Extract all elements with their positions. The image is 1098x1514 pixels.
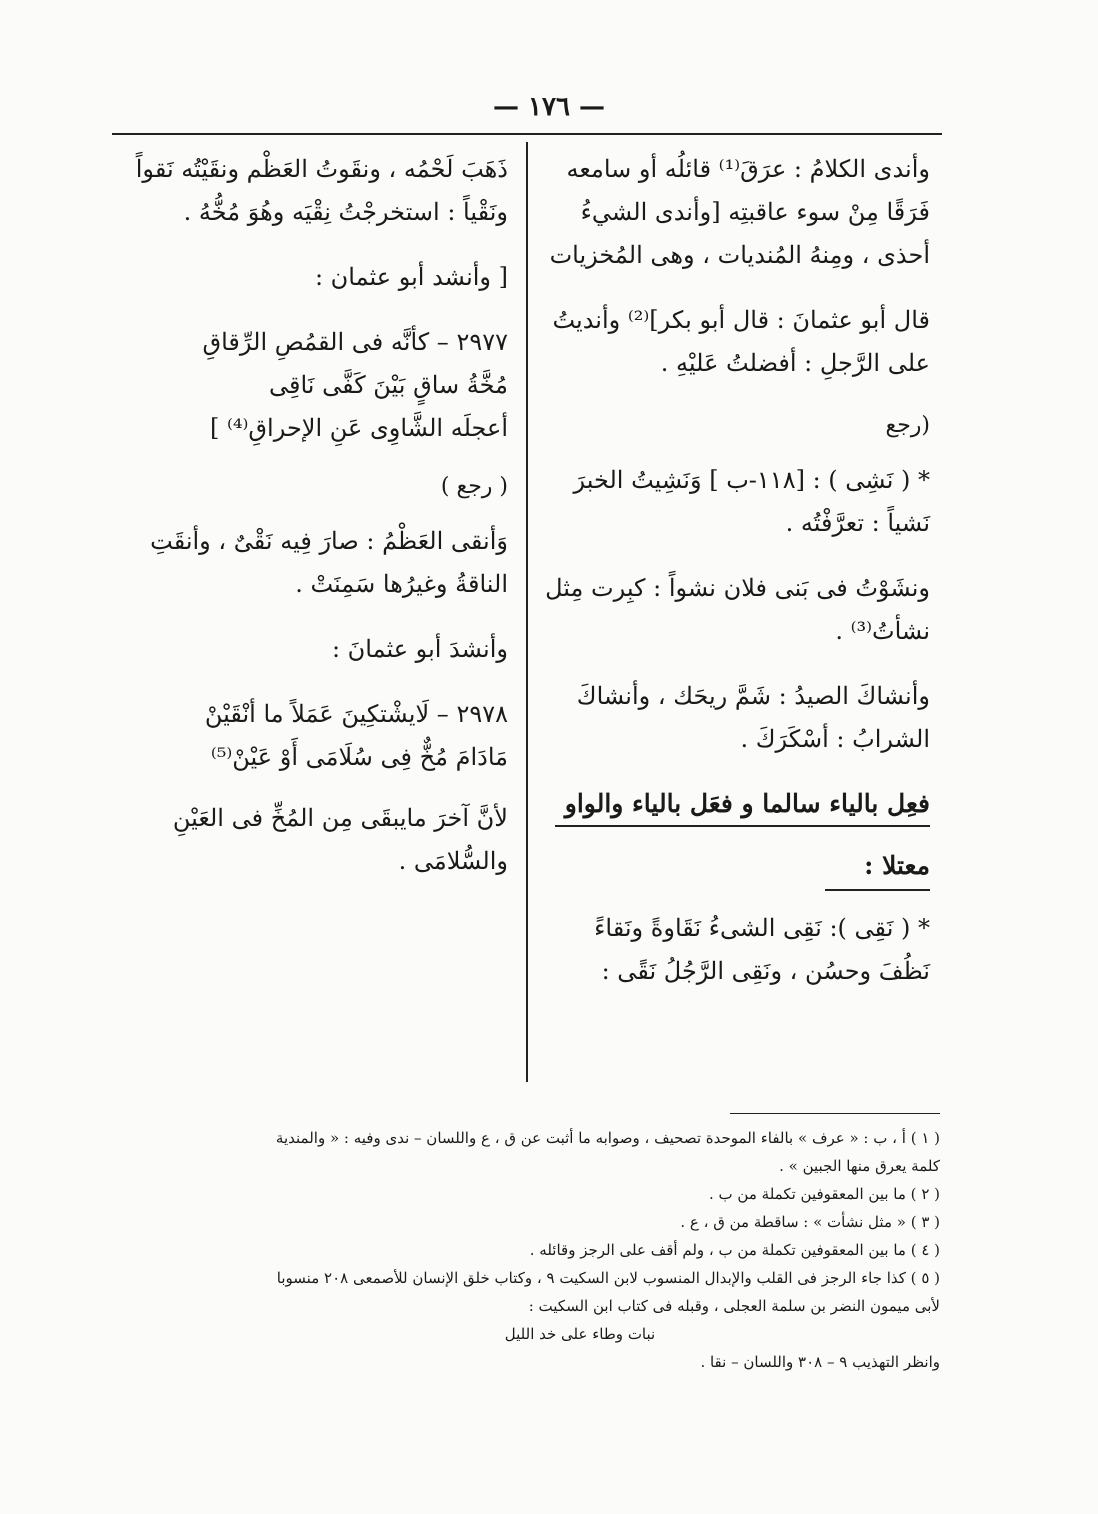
- paragraph: قال أبو عثمانَ : قال أبو بكر]⁽²⁾ وأنديتُ على الرَّجلِ : أفضلتُ عَليْهِ .: [552, 306, 930, 377]
- verse-2977: [118, 321, 508, 450]
- paragraph: ذَهَبَ لَحْمُه ، ونقَوتُ العَظْم ونقَيْتُه نَقواً ونَقْياً : استخرجْتُ نِقْيَه وهُوَ مُخُّهُ .: [135, 155, 508, 226]
- return-marker: ( رجع ): [440, 474, 508, 499]
- verse-line: أعجلَه الشَّاوِى عَنِ الإحراقِ⁽⁴⁾ ]: [210, 414, 508, 442]
- verse-2978: [118, 693, 508, 779]
- paragraph: لأنَّ آخرَ مايبقَى مِن المُخِّ فى العَيْنِ والسُّلامَى .: [172, 804, 508, 875]
- paragraph: * ( نَقِى ): نَقِى الشىءُ نَقَاوةً ونَقاءً نَظُفَ وحسُن ، ونَقِى الرَّجُلُ نَقًى :: [594, 914, 930, 985]
- verse-line: مَادَامَ مُخٌّ فِى سُلَامَى أَوْ عَيْنْ⁽⁵⁾: [210, 743, 508, 771]
- right-column: [545, 148, 930, 1015]
- footnote-line: لأبى ميمون النضر بن سلمة العجلى ، وقبله فى كتاب ابن السكيت :: [528, 1297, 940, 1315]
- verse-line: مُخَّةُ ساقٍ بَيْنَ كَفَّى نَاقِى: [268, 371, 508, 399]
- verse-line: ٢٩٧٧ – كأنَّه فى القمُصِ الرِّقاقِ: [202, 328, 508, 356]
- section-heading: فعِل بالياء سالما و فعَل بالياء والواو: [564, 789, 930, 818]
- column-divider: [526, 142, 528, 1082]
- paragraph: ونشَوْتُ فى بَنى فلان نشواً : كبِرت مِثل نشأتُ⁽³⁾ .: [545, 574, 930, 645]
- footnotes: [100, 1124, 940, 1376]
- footnote-verse: نبات وطاء على خد الليل: [504, 1325, 656, 1343]
- footnote-rule: [730, 1113, 940, 1114]
- paragraph: [ وأنشد أبو عثمان :: [314, 263, 508, 291]
- header-rule: [112, 133, 942, 135]
- paragraph: * ( نَشِى ) : [١١٨-ب ] وَنَشِيتُ الخبرَ نَشياً : تعرَّفْتُه .: [573, 466, 930, 537]
- heading-underline: [825, 889, 930, 891]
- footnote-line: ( ٢ ) ما بين المعقوفين تكملة من ب .: [709, 1185, 940, 1203]
- footnote-line: وانظر التهذيب ٩ – ٣٠٨ واللسان – نقا .: [700, 1353, 940, 1371]
- paragraph: وأندى الكلامُ : عرَقَ⁽¹⁾ قائلُه أو سامعه فَرَقًا مِنْ سوء عاقبتِه [وأندى الشيءُ أحذى ، ومِنهُ المُنديات ، وهى المُخزيات: [549, 155, 930, 269]
- footnote-line: ( ٥ ) كذا جاء الرجز فى القلب والإبدال المنسوب لابن السكيت ٩ ، وكتاب خلق الإنسان للأصمعى ٢٠٨ منسوبا: [276, 1269, 940, 1287]
- section-heading-continued: معتلا :: [864, 851, 930, 880]
- paragraph: وأنشاكَ الصيدُ : شَمَّ ريحَك ، وأنشاكَ الشرابُ : أسْكَرَكَ .: [576, 682, 930, 753]
- footnote-line: ( ٤ ) ما بين المعقوفين تكملة من ب ، ولم أقف على الرجز وقائله .: [529, 1241, 940, 1259]
- page-number: — ١٧٦ —: [492, 92, 606, 122]
- footnote-line: كلمة يعرق منها الجبين » .: [779, 1157, 940, 1175]
- paragraph: وأنشدَ أبو عثمانَ :: [331, 635, 508, 663]
- heading-underline: [555, 825, 930, 827]
- paragraph: وَأنقى العَظْمُ : صارَ فِيه نَقْىٌ ، وأنقَتِ الناقةُ وغيرُها سَمِنَتْ .: [150, 527, 508, 598]
- verse-line: ٢٩٧٨ – لَايشْتكِينَ عَمَلاً ما أنْقَيْنْ: [204, 700, 508, 728]
- footnote-line: ( ٣ ) « مثل نشأت » : ساقطة من ق ، ع .: [680, 1213, 940, 1231]
- return-marker: (رجع: [885, 413, 930, 438]
- left-column: [118, 148, 508, 905]
- footnote-line: ( ١ ) أ ، ب : « عرف » بالفاء الموحدة تصحيف ، وصوابه ما أثبت عن ق ، ع واللسان – ندى وفيه : « والمندية: [275, 1129, 940, 1147]
